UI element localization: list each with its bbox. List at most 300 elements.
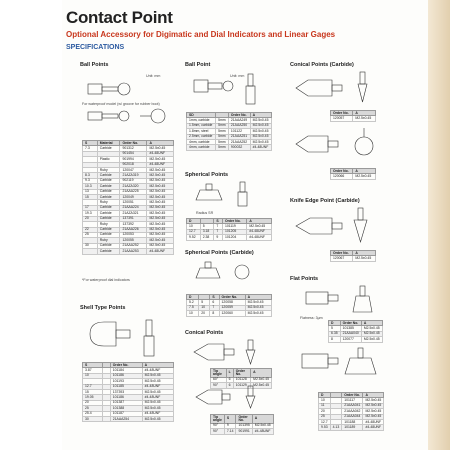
- table-cell: Carbide: [97, 227, 120, 232]
- table-cell: 5mm: [216, 140, 229, 145]
- table-cell: M2.5x0.45: [250, 134, 271, 139]
- column-header: D: [187, 219, 201, 224]
- flat-points-drawing: [292, 284, 392, 316]
- table-cell: 120053: [120, 232, 147, 237]
- table-cell: M2.5x0.45: [250, 123, 271, 128]
- table-cell: 101395: [236, 423, 252, 428]
- table-cell: 21AAA225: [120, 189, 147, 194]
- table-cell: 101188: [342, 420, 363, 425]
- table-cell: 101184: [110, 368, 142, 373]
- knife-edge-drawing: [292, 206, 392, 246]
- table-cell: 4.13: [330, 425, 342, 430]
- table-cell: M2.5x0.45: [245, 305, 271, 310]
- column-header: S: [210, 295, 219, 300]
- table-row: [187, 235, 272, 240]
- flat-points-table: [328, 320, 383, 343]
- table-cell: 21AAA041: [342, 403, 363, 408]
- column-header: A: [142, 363, 173, 368]
- table-cell: 10: [187, 224, 201, 229]
- column-header: A: [353, 111, 376, 116]
- conical-b-drawing: [192, 384, 272, 410]
- column-header: Order No.: [340, 321, 361, 326]
- table-cell: 3.18: [200, 229, 214, 234]
- table-cell: 101205: [222, 229, 246, 234]
- table-cell: 120077: [340, 337, 361, 342]
- table-cell: M2.5x0.45: [147, 189, 174, 194]
- page-title: Contact Point: [66, 8, 173, 27]
- table-cell: 120051: [120, 200, 147, 205]
- spherical-carbide-table-body: [187, 300, 272, 316]
- table-cell: 9: [214, 235, 223, 240]
- table-cell: M2.5x0.45: [353, 256, 376, 261]
- table-cell: #4-48UNF: [247, 229, 272, 234]
- table-cell: Carbide: [97, 195, 120, 200]
- column-header: A: [363, 393, 384, 398]
- spherical-carbide-heading: Spherical Points (Carbide): [185, 250, 254, 256]
- table-cell: 9.52: [187, 235, 201, 240]
- table-cell: M2.5x0.45: [147, 232, 174, 237]
- table-cell: 30: [83, 417, 103, 422]
- table-cell: 7: [214, 224, 223, 229]
- table-cell: 9.53: [319, 425, 331, 430]
- table-cell: Carbide: [97, 184, 120, 189]
- table-cell: 101119: [222, 224, 246, 229]
- table-cell: M2.5x0.45: [353, 116, 376, 121]
- table-cell: 137392: [120, 222, 147, 227]
- page-edge-shadow: [428, 0, 450, 450]
- table-cell: 101387: [110, 400, 142, 405]
- table-cell: 101186: [110, 395, 142, 400]
- table-cell: M2.5x0.45: [247, 224, 272, 229]
- table-cell: 120067: [331, 256, 353, 261]
- ball-point-single-drawing: [186, 70, 276, 110]
- flat-points-table-body: [329, 326, 383, 342]
- table-cell: 21AAA253: [120, 249, 147, 254]
- table-cell: 21AAA252: [120, 243, 147, 248]
- ball-point-table: [186, 112, 272, 151]
- flatness-note: Flatness: 3µm: [300, 316, 323, 320]
- table-cell: 120066: [331, 174, 353, 179]
- flat-points-b-table: [318, 392, 384, 431]
- table-cell: 5mm: [216, 118, 229, 123]
- column-header: A: [361, 321, 382, 326]
- table-cell: 10: [83, 373, 103, 378]
- table-row: [331, 116, 376, 121]
- table-cell: 19.05: [83, 395, 103, 400]
- column-header: D: [329, 321, 341, 326]
- table-cell: 101186: [110, 373, 142, 378]
- table-cell: Carbide: [97, 178, 120, 183]
- table-cell: 101117: [342, 398, 363, 403]
- table-cell: M2.5x0.45: [245, 300, 271, 305]
- table-cell: Carbide: [97, 205, 120, 210]
- column-header: Order No.: [331, 169, 353, 174]
- table-cell: 60°: [211, 377, 227, 382]
- table-cell: M2.5x0.45: [147, 146, 174, 151]
- table-cell: 12.7: [83, 384, 103, 389]
- table-cell: 90°: [211, 429, 225, 434]
- table-cell: 8: [329, 337, 341, 342]
- column-header: Order No.: [331, 251, 353, 256]
- table-cell: Carbide: [97, 249, 120, 254]
- shell-type-table-body: [83, 368, 174, 422]
- ball-points-heading: Ball Points: [80, 62, 109, 68]
- table-cell: 6.35: [329, 331, 341, 336]
- table-cell: 20: [83, 216, 98, 221]
- table-cell: [103, 417, 111, 422]
- table-cell: M2.5x0.45: [147, 216, 174, 221]
- table-cell: M2.5x0.45: [142, 379, 173, 384]
- conical-heading: Conical Points: [185, 330, 224, 336]
- table-cell: M2.5x0.45: [147, 211, 174, 216]
- table-cell: M2.5x0.45: [147, 227, 174, 232]
- table-cell: #4-48UNF: [252, 429, 273, 434]
- table-cell: 5mm: [216, 134, 229, 139]
- table-cell: 120049: [120, 195, 147, 200]
- column-header: Order No.: [228, 113, 250, 118]
- table-cell: 2.5mm, carbide: [187, 134, 216, 139]
- table-cell: 5mm: [216, 145, 229, 150]
- table-row: [83, 249, 174, 254]
- table-cell: 901991: [236, 429, 252, 434]
- column-header: A: [245, 295, 271, 300]
- column-header: D: [319, 393, 331, 398]
- table-row: [187, 145, 272, 150]
- table-cell: Carbide: [97, 232, 120, 237]
- table-cell: M2.5x0.45: [142, 373, 173, 378]
- table-cell: 5: [200, 224, 214, 229]
- table-cell: M2.5x0.45: [147, 200, 174, 205]
- table-cell: 120060: [219, 311, 245, 316]
- table-cell: 2.38: [200, 235, 214, 240]
- table-cell: 101122: [228, 129, 250, 134]
- shell-type-heading: Shell Type Points: [80, 305, 126, 311]
- table-cell: 21AAA249: [228, 118, 250, 123]
- column-header: Order No.: [120, 141, 147, 146]
- table-row: [331, 174, 376, 179]
- column-header: Material: [97, 141, 120, 146]
- ball-points-table: [82, 140, 174, 255]
- column-header: S: [214, 219, 223, 224]
- table-cell: 20: [319, 409, 331, 414]
- table-cell: 4mm, carbide: [187, 145, 216, 150]
- table-cell: M2.5x0.45: [250, 140, 271, 145]
- table-cell: 25.4: [83, 411, 103, 416]
- table-cell: 8: [210, 311, 219, 316]
- table-cell: #4-48UNF: [147, 162, 174, 167]
- table-cell: 6: [226, 383, 233, 388]
- table-cell: M2.5x0.45: [147, 157, 174, 162]
- table-cell: 9: [224, 423, 236, 428]
- table-cell: #4-48UNF: [250, 145, 271, 150]
- table-cell: M2.5x0.45: [363, 414, 384, 419]
- spherical-table: [186, 218, 272, 241]
- ball-point-heading: Ball Point: [185, 62, 211, 68]
- table-cell: 21AZA321: [120, 211, 147, 216]
- table-cell: 5: [199, 300, 210, 305]
- table-cell: #4-48UNF: [147, 151, 174, 156]
- table-cell: 101129: [233, 383, 250, 388]
- table-cell: 101388: [110, 406, 142, 411]
- table-cell: Ruby: [97, 238, 120, 243]
- table-cell: 101204: [222, 235, 246, 240]
- table-cell: 1mm, carbide: [187, 118, 216, 123]
- table-cell: #4-48UNF: [142, 368, 173, 373]
- table-cell: M2.5x0.45: [147, 178, 174, 183]
- table-cell: 10.3: [83, 184, 98, 189]
- table-cell: 19.3: [83, 211, 98, 216]
- table-cell: 21AAA250: [228, 123, 250, 128]
- conical-carbide-table: [330, 110, 376, 122]
- table-cell: 7: [214, 229, 223, 234]
- spherical-drawing: [190, 180, 270, 210]
- table-cell: M2.5x0.45: [147, 243, 174, 248]
- table-cell: M2.5x0.45: [363, 409, 384, 414]
- table-cell: 21AAA042: [342, 409, 363, 414]
- table-cell: #4-48UNF: [147, 249, 174, 254]
- table-cell: 120055: [120, 238, 147, 243]
- table-cell: 11: [319, 403, 331, 408]
- radius-note: Radius SR: [196, 211, 214, 215]
- table-cell: #4-48UNF: [142, 384, 173, 389]
- table-cell: M2.5x0.45: [250, 118, 271, 123]
- table-cell: #4-48UNF: [363, 420, 384, 425]
- column-header: S: [83, 363, 103, 368]
- column-header: Tip angle: [211, 415, 225, 424]
- table-row: [331, 256, 376, 261]
- table-cell: 10: [187, 311, 199, 316]
- column-header: A: [250, 113, 271, 118]
- column-header: A: [353, 251, 376, 256]
- table-cell: M2.5x0.45: [142, 417, 173, 422]
- table-cell: M2.5x0.45: [147, 184, 174, 189]
- table-cell: 101187: [110, 411, 142, 416]
- conical-carbide-heading: Conical Points (Carbide): [290, 62, 354, 68]
- spherical-carbide-drawing: [190, 258, 270, 286]
- table-cell: 90°: [211, 423, 225, 428]
- column-header: Order No.: [331, 111, 353, 116]
- column-header: L: [226, 369, 233, 378]
- column-header: A: [353, 169, 376, 174]
- column-header: A: [251, 369, 272, 378]
- conical-carbide-table-body: [331, 116, 376, 121]
- flat-points-heading: Flat Points: [290, 276, 319, 282]
- table-cell: 25: [319, 414, 331, 419]
- table-cell: 21AZA320: [120, 184, 147, 189]
- column-header: Tip angle: [211, 369, 227, 378]
- spherical-heading: Spherical Points: [185, 172, 229, 178]
- table-cell: Plastic: [97, 157, 120, 162]
- column-header: Order No.: [222, 219, 246, 224]
- table-cell: 90°: [211, 383, 227, 388]
- table-cell: #4-48UNF: [142, 395, 173, 400]
- table-cell: 101189: [342, 425, 363, 430]
- column-header: Order No.: [342, 393, 363, 398]
- table-cell: #4-48UNF: [142, 411, 173, 416]
- table-cell: 6: [226, 377, 233, 382]
- column-header: Order No.: [110, 363, 142, 368]
- column-header: A: [147, 141, 174, 146]
- table-row: [329, 337, 383, 342]
- shell-type-drawing: [84, 316, 174, 360]
- table-cell: 15: [83, 390, 103, 395]
- table-cell: 101193: [110, 379, 142, 384]
- table-cell: 10: [199, 305, 210, 310]
- table-cell: M2.5x0.45: [147, 195, 174, 200]
- table-cell: 7.3: [83, 146, 98, 151]
- specifications-heading: SPECIFICATIONS: [66, 44, 125, 51]
- table-cell: Ruby: [97, 200, 120, 205]
- table-cell: 15: [83, 195, 98, 200]
- conical-carbide-b-table: [330, 168, 376, 180]
- table-cell: M2.5x0.45: [245, 311, 271, 316]
- table-cell: 900032: [228, 145, 250, 150]
- table-cell: 902119: [120, 178, 147, 183]
- ball-point-drawing: [78, 70, 178, 130]
- table-cell: M2.5x0.45: [251, 377, 272, 382]
- knife-edge-table: [330, 250, 376, 262]
- table-cell: M2.5x0.45: [250, 129, 271, 134]
- table-cell: Carbide: [97, 146, 120, 151]
- table-cell: 25: [83, 232, 98, 237]
- shell-type-table: [82, 362, 174, 422]
- ball-point-table-body: [187, 118, 272, 150]
- table-cell: Carbide: [97, 211, 120, 216]
- table-cell: M2.5x0.45: [361, 331, 382, 336]
- table-cell: 902018: [120, 162, 147, 167]
- column-header: A: [252, 415, 273, 424]
- table-cell: M2.5x0.45: [147, 238, 174, 243]
- table-cell: 901994: [120, 157, 147, 162]
- conical-carbide-b-drawing: [292, 124, 392, 164]
- table-cell: 21AAA224: [120, 205, 147, 210]
- flat-points-b-drawing: [292, 346, 392, 378]
- table-cell: M2.5x0.45: [361, 337, 382, 342]
- table-cell: Carbide: [97, 173, 120, 178]
- table-cell: M2.5x0.45: [142, 406, 173, 411]
- table-cell: 10: [319, 398, 331, 403]
- table-cell: 20: [199, 311, 210, 316]
- waterproof-footnote: *For waterproof dial indicators: [82, 278, 130, 282]
- table-cell: M2.5x0.45: [142, 400, 173, 405]
- table-cell: 5mm: [216, 123, 229, 128]
- table-cell: 901454: [120, 151, 147, 156]
- table-cell: M2.5x0.45: [147, 205, 174, 210]
- table-cell: M2.5x0.45: [363, 403, 384, 408]
- waterproof-model-note: For waterproof model (w/ groove for rubber boot): [82, 102, 160, 106]
- column-header: SD: [187, 113, 216, 118]
- table-cell: 12.7: [319, 420, 331, 425]
- ball-points-table-body: [83, 146, 174, 254]
- table-cell: 17: [83, 205, 98, 210]
- column-header: Order No.: [236, 415, 252, 424]
- table-cell: 9.3: [83, 178, 98, 183]
- table-cell: 120047: [120, 168, 147, 173]
- table-cell: Ruby: [97, 222, 120, 227]
- table-cell: 6: [210, 300, 219, 305]
- table-cell: 1.8mm, steel: [187, 129, 216, 134]
- column-header: A: [247, 219, 272, 224]
- page-subtitle: Optional Accessory for Digimatic and Dial Indicators and Linear Gages: [66, 30, 336, 39]
- table-cell: 30: [83, 243, 98, 248]
- column-header: S: [83, 141, 98, 146]
- table-cell: 21AAA254: [110, 417, 142, 422]
- table-cell: 13: [83, 189, 98, 194]
- table-cell: 5.2: [187, 300, 199, 305]
- table-cell: 25: [83, 406, 103, 411]
- table-row: [319, 425, 384, 430]
- column-header: S: [224, 415, 236, 424]
- table-cell: #4-48UNF: [247, 235, 272, 240]
- table-cell: 120057: [331, 116, 353, 121]
- table-cell: 5mm: [216, 129, 229, 134]
- page-margin: [0, 0, 62, 450]
- table-cell: 21AAA252: [228, 140, 250, 145]
- conical-drawing: [190, 338, 270, 366]
- table-cell: 137391: [120, 216, 147, 221]
- table-cell: 21AAA040: [340, 331, 361, 336]
- table-cell: 137393: [110, 390, 142, 395]
- table-cell: 101385: [340, 326, 361, 331]
- conical-b-table-body: [211, 423, 274, 434]
- table-cell: Ruby: [97, 168, 120, 173]
- table-cell: 901312: [120, 146, 147, 151]
- table-cell: M2.5x0.45: [251, 383, 272, 388]
- table-cell: 20: [83, 400, 103, 405]
- table-cell: 21AAA044: [342, 414, 363, 419]
- table-cell: M2.5x0.45: [353, 174, 376, 179]
- spherical-carbide-table: [186, 294, 272, 317]
- table-cell: [83, 249, 98, 254]
- table-cell: 4mm, carbide: [187, 140, 216, 145]
- unit-note-ball-points: Unit: mm: [146, 74, 161, 78]
- table-row: [83, 417, 174, 422]
- conical-carbide-b-table-body: [331, 174, 376, 179]
- table-cell: 101128: [233, 377, 250, 382]
- table-cell: 7: [210, 305, 219, 310]
- knife-edge-table-body: [331, 256, 376, 261]
- table-cell: M2.5x0.45: [147, 168, 174, 173]
- table-row: [187, 311, 272, 316]
- table-cell: 5: [329, 326, 341, 331]
- table-cell: #4-48UNF: [363, 425, 384, 430]
- table-cell: M2.5x0.45: [361, 326, 382, 331]
- conical-b-table: [210, 414, 274, 435]
- table-cell: Carbide: [97, 189, 120, 194]
- table-cell: Carbide: [97, 216, 120, 221]
- table-row: [211, 429, 274, 434]
- column-header: Order No.: [219, 295, 245, 300]
- table-cell: Carbide: [97, 243, 120, 248]
- table-cell: 1.5mm, carbide: [187, 123, 216, 128]
- unit-note-ball-point: Unit: mm: [230, 74, 245, 78]
- conical-carbide-drawing: [292, 70, 392, 106]
- column-header: D: [187, 295, 199, 300]
- table-cell: 12.7: [187, 229, 201, 234]
- table-cell: 21AAA251: [228, 134, 250, 139]
- table-cell: 101185: [110, 384, 142, 389]
- table-cell: 21AZA319: [120, 173, 147, 178]
- table-cell: 21AAA226: [120, 227, 147, 232]
- table-cell: 120058: [219, 300, 245, 305]
- table-cell: M2.5x0.45: [363, 398, 384, 403]
- table-cell: 7.14: [224, 429, 236, 434]
- table-cell: 8.3: [83, 173, 98, 178]
- table-cell: M2.5x0.45: [147, 173, 174, 178]
- knife-edge-heading: Knife Edge Point (Carbide): [290, 198, 360, 204]
- table-cell: M2.5x0.45: [252, 423, 273, 428]
- column-header: Order No.: [233, 369, 250, 378]
